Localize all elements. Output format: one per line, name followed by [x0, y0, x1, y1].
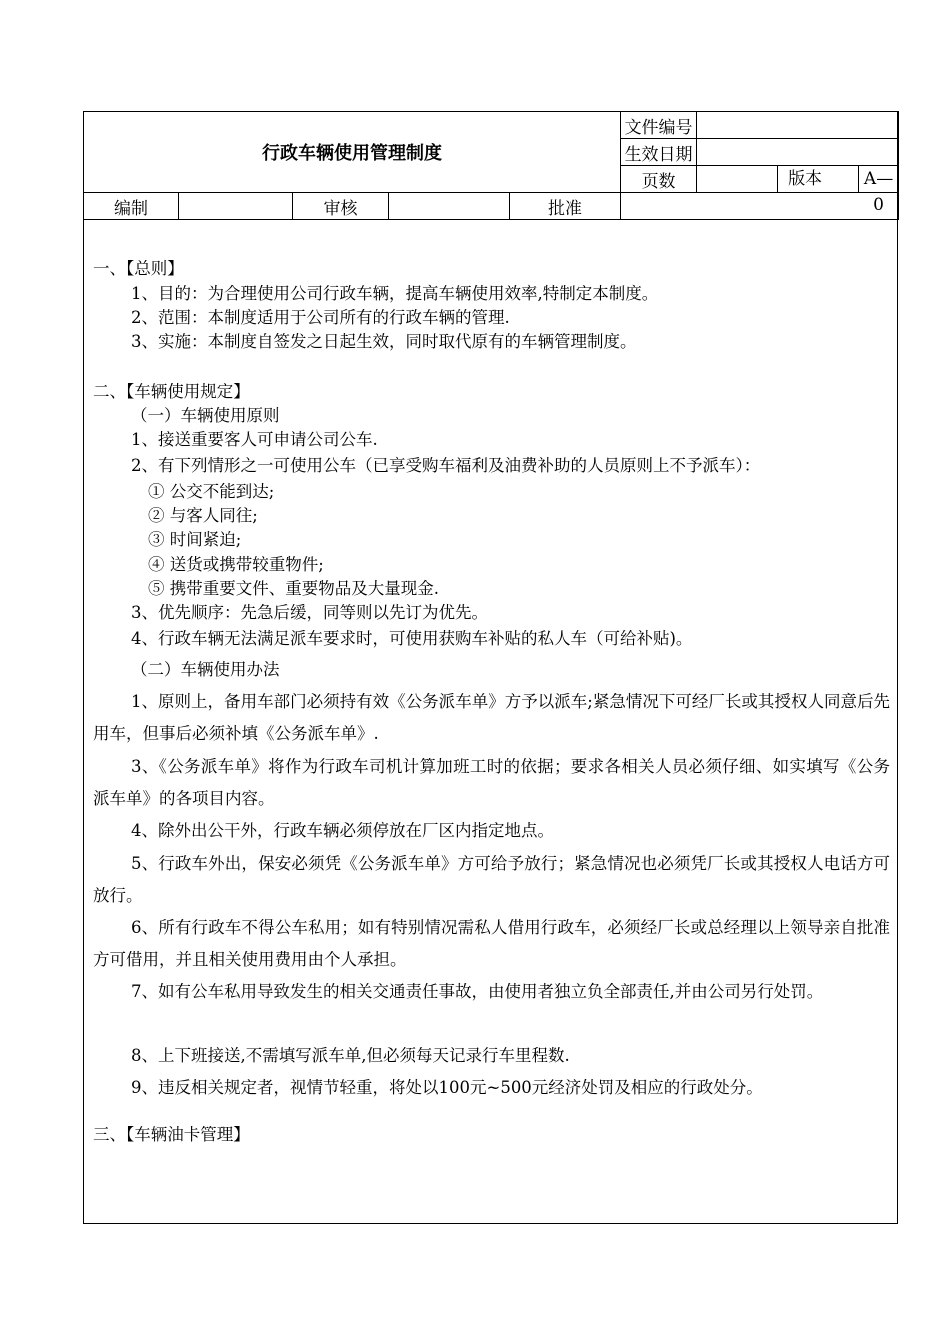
- effective-date-label: 生效日期: [621, 139, 697, 166]
- approved-value: [621, 193, 899, 220]
- approved-label: 批准: [510, 193, 621, 220]
- section-2-subtitle-2: （二）车辆使用办法: [131, 660, 280, 679]
- document-header-table: [83, 111, 899, 220]
- version-label: 版本: [778, 166, 859, 192]
- section-1-item: 2、范围：本制度适用于公司所有的行政车辆的管理.: [131, 308, 510, 327]
- section-2-rule: 1、接送重要客人可申请公司公车.: [131, 430, 378, 449]
- list-item: ⑤ 携带重要文件、重要物品及大量现金.: [148, 579, 439, 598]
- list-item: ① 公交不能到达;: [148, 482, 275, 501]
- effective-date-value: [697, 139, 899, 166]
- version-value: A—0: [863, 169, 894, 215]
- reviewed-value: [389, 193, 510, 220]
- prepared-label: 编制: [84, 193, 179, 220]
- section-2-subtitle-1: （一）车辆使用原则: [131, 406, 280, 425]
- section-3-title: 三、【车辆油卡管理】: [93, 1125, 250, 1144]
- version-cell: [778, 166, 899, 215]
- usage-rule: 7、如有公车私用导致发生的相关交通责任事故，由使用者独立负全部责任,并由公司另行处罚。: [131, 982, 824, 1001]
- file-no-value: [697, 112, 899, 139]
- section-1-title: 一、【总则】: [93, 259, 184, 278]
- section-1-item: 3、实施：本制度自签发之日起生效，同时取代原有的车辆管理制度。: [131, 332, 637, 351]
- usage-rule: 3、《公务派车单》将作为行政车司机计算加班工时的依据；要求各相关人员必须仔细、如实填写《公务派车单》的各项目内容。: [93, 757, 890, 808]
- usage-rule: 1、原则上，备用车部门必须持有效《公务派车单》方予以派车;紧急情况下可经厂长或其授权人同意后先用车，但事后必须补填《公务派车单》.: [93, 692, 890, 743]
- section-2-rule: 2、有下列情形之一可使用公车（已享受购车福利及油费补助的人员原则上不予派车）：: [131, 456, 761, 475]
- list-item: ③ 时间紧迫;: [148, 530, 242, 549]
- section-2-title: 二、【车辆使用规定】: [93, 382, 250, 401]
- pages-label: 页数: [621, 166, 697, 193]
- usage-rule: 4、除外出公干外，行政车辆必须停放在厂区内指定地点。: [131, 821, 554, 840]
- section-2-rule: 4、行政车辆无法满足派车要求时，可使用获购车补贴的私人车（可给补贴)。: [131, 629, 693, 648]
- usage-rule: 5、行政车外出，保安必须凭《公务派车单》方可给予放行；紧急情况也必须凭厂长或其授权人电话方可放行。: [93, 854, 890, 905]
- list-item: ④ 送货或携带较重物件;: [148, 555, 324, 574]
- usage-rule: 6、所有行政车不得公车私用；如有特别情况需私人借用行政车，必须经厂长或总经理以上领导亲自批准方可借用，并且相关使用费用由个人承担。: [93, 918, 890, 969]
- section-1-item: 1、目的：为合理使用公司行政车辆，提高车辆使用效率,特制定本制度。: [131, 284, 659, 303]
- pages-value: [697, 166, 778, 193]
- usage-rule: 8、上下班接送,不需填写派车单,但必须每天记录行车里程数.: [131, 1046, 570, 1065]
- file-no-label: 文件编号: [621, 112, 697, 139]
- list-item: ② 与客人同往;: [148, 506, 258, 525]
- usage-rule: 9、违反相关规定者，视情节轻重，将处以100元~500元经济处罚及相应的行政处分。: [131, 1078, 763, 1097]
- document-title: 行政车辆使用管理制度: [84, 112, 621, 193]
- prepared-value: [179, 193, 293, 220]
- reviewed-label: 审核: [293, 193, 389, 220]
- section-2-rule: 3、优先顺序：先急后缓，同等则以先订为优先。: [131, 603, 488, 622]
